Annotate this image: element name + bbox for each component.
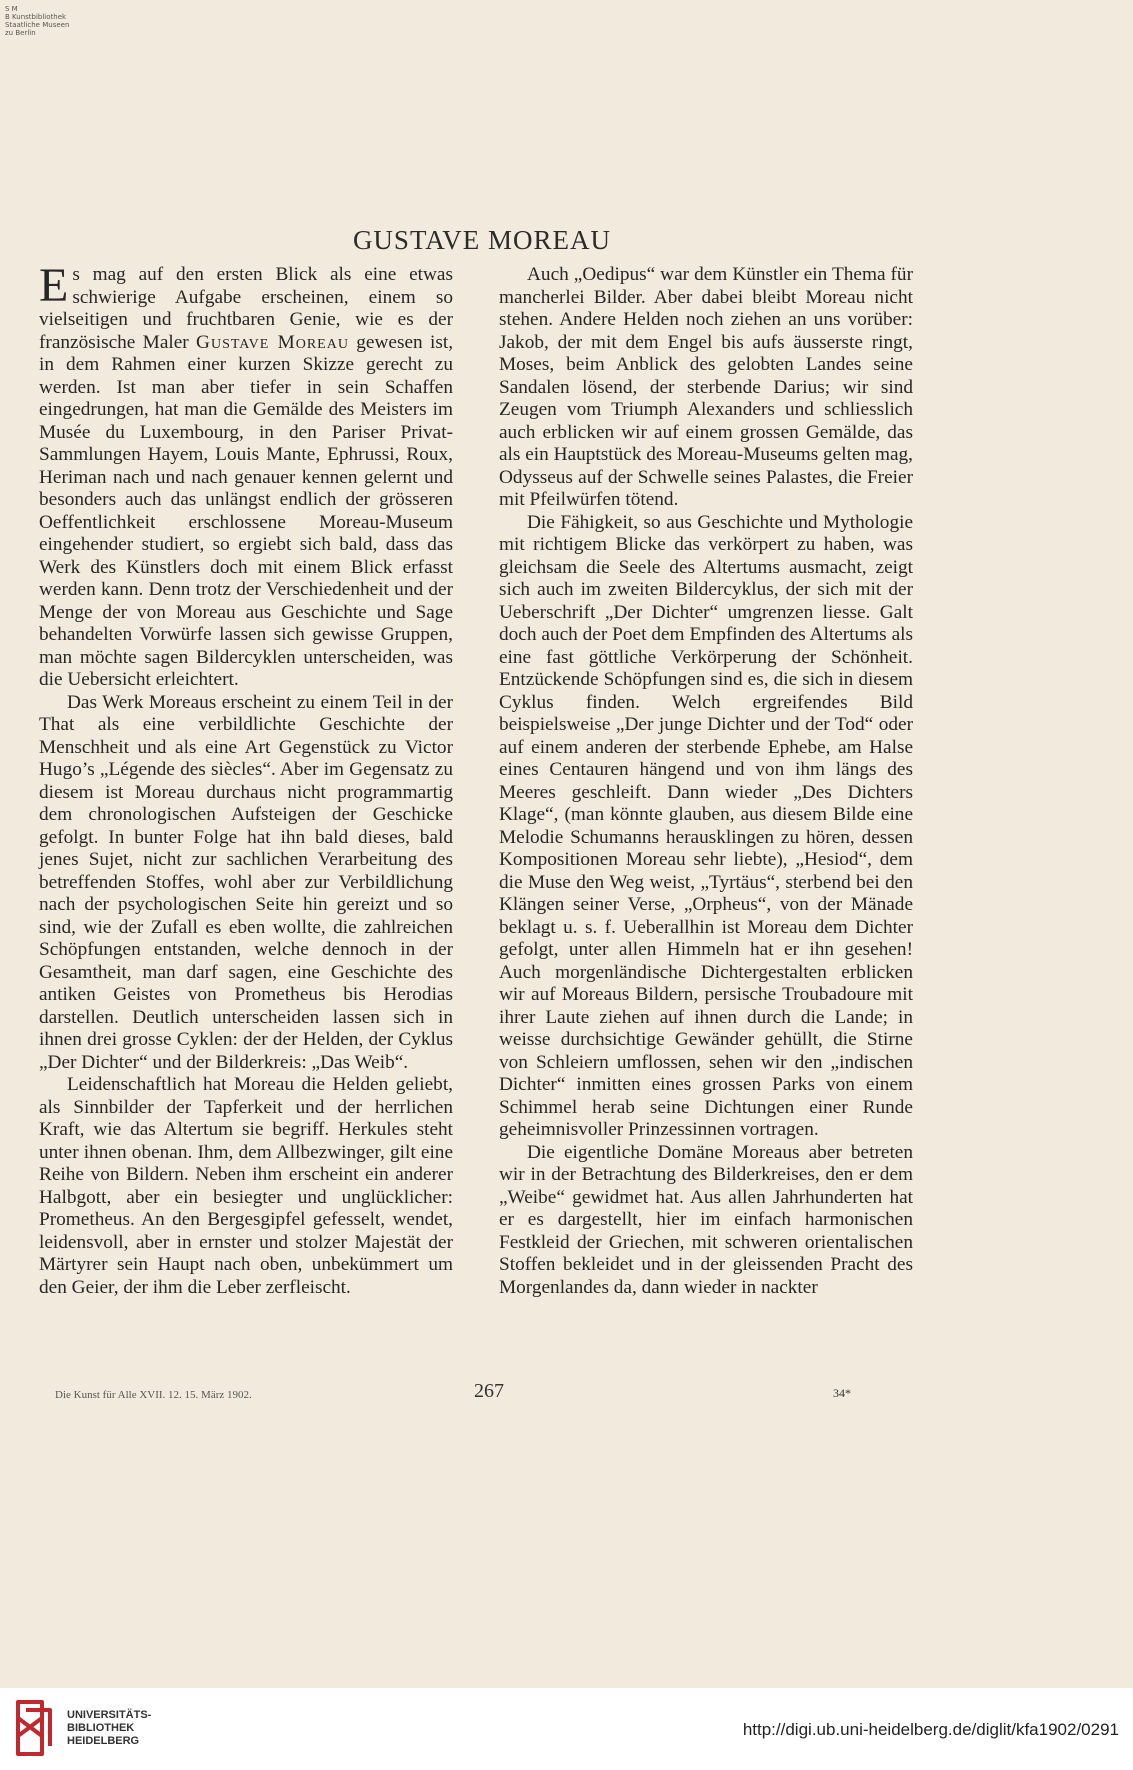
source-url-link[interactable]: http://digi.ub.uni-heidelberg.de/diglit/kfa1902/0291 [742,1720,1119,1739]
paragraph: Leidenschaftlich hat Moreau die Helden geliebt, als Sinnbilder der Tapferkeit und der herrlichen Kraft, wie das Altertum sie begriff. Herkules steht unter ihnen obenan. Ihm, dem Allbezwinger, gilt eine Reihe von Bildern. Neben ihm erscheint ein anderer Halbgott, aber ein besiegter und unglücklicher: Prometheus. An den Bergesgipfel gefesselt, wendet, leidensvoll, aber in ernster und stolzer Majestät der Märtyrer sein Haupt nach oben, unbekümmert um den Geier, der ihm die Leber zerfleischt. [39,1074,453,1298]
paragraph: Auch „Oedipus“ war dem Künstler ein Thema für mancherlei Bilder. Aber dabei bleibt Moreau nicht stehen. Andere Helden noch ziehen an uns vorüber: Jakob, der mit dem Engel bis aufs äusserste ringt, Moses, beim Anblick des gelobten Landes seine Sandalen lösend, der sterbende Darius; wir sind Zeugen vom Triumph Alexanders und schliesslich auch erblicken wir auf einem grossen Gemälde, das als ein Hauptstück des Moreau-Museums gelten mag, Odysseus auf der Schwelle seines Palastes, die Freier mit Pfeilwürfen tötend. [499,264,913,510]
library-name [67,1709,151,1748]
stamp-line: Staatliche Museen [5,21,70,29]
artist-name: Gustave Moreau [196,331,349,353]
library-name-line: UNIVERSITÄTS- [67,1709,152,1721]
stamp-line: S M [5,5,18,13]
left-column [39,259,454,1299]
paragraph: Die eigentliche Domäne Moreaus aber betreten wir in der Betrachtung des Bilderkreises, den er dem „Weibe“ gewidmet hat. Aus allen Jahrhunderten hat er es dargestellt, hier im einfach harmonischen Festkleid der Griechen, mit schweren orientalischen Stoffen bekleidet und in der gleissenden Pracht des Morgenlandes da, dann wieder in nackter [499,1141,913,1298]
paragraph-text: s mag auf den ersten Blick als eine etwas schwierige Aufgabe erscheinen, einem so vielseitigen und fruchtbaren Genie, wie es der französische Maler [39,264,453,353]
publication-info: Die Kunst für Alle XVII. 12. 15. März 1902. [55,1389,252,1401]
drop-cap: E [39,259,69,312]
paragraph-text: gewesen ist, in dem Rahmen einer kurzen Skizze gerecht zu werden. Ist man aber tiefer in sein Schaffen eingedrungen, hat man die Gemälde des Meisters im Musée du Luxembourg, in den Pariser Privat-Sammlungen Hayem, Louis Mante, Ephrussi, Roux, Heriman nach und nach genauer kennen gelernt und besonders auch das unlängst endlich der grösseren Oeffentlichkeit erschlossene Moreau-Museum eingehender studiert, so ergiebt sich bald, dass das Werk des Künstlers doch mit einem Blick erfasst werden kann. Denn trotz der Verschiedenheit und der Menge der von Moreau aus Geschichte und Sage behandelten Vorwürfe lassen sich gewisse Gruppen, man möchte sagen Bildercyklen unterscheiden, was die Uebersicht erleichtert. [39,331,454,690]
signature-mark: 34* [833,1386,851,1400]
library-name-line: BIBLIOTHEK [67,1722,135,1734]
stamp-line: B Kunstbibliothek [5,13,67,21]
stamp-line: zu Berlin [5,29,36,37]
paragraph: Die Fähigkeit, so aus Geschichte und Mythologie mit richtigem Blicke das verkörpert zu haben, was gleichsam die Seele des Altertums ausmacht, zeigt sich auch im zweiten Bildercyklus, der sich mit der Ueberschrift „Der Dichter“ umgrenzen liesse. Galt doch auch der Poet dem Empfinden des Altertums als eine fast göttliche Verkörperung der Schönheit. Entzückende Schöpfungen sind es, die sich in diesem Cyklus finden. Welch ergreifendes Bild beispielsweise „Der junge Dichter und der Tod“ oder auf einem anderen der sterbende Ephebe, am Halse eines Centauren hängend und von ihm längs des Meeres geschleift. Dann wieder „Des Dichters Klage“, (man könnte glauben, aus diesem Bilde eine Melodie Schumanns herausklingen zu hören, dessen Kompositionen Moreau sehr liebte), „Hesiod“, dem die Muse den Weg weist, „Tyrtäus“, sterbend bei den Klängen seiner Verse, „Orpheus“, von der Mänade beklagt u. s. f. Ueberallhin ist Moreau dem Dichter gefolgt, unter allen Himmeln hat er ihn gesehen! Auch morgenländische Dichtergestalten erblicken wir auf Moreaus Bildern, persische Troubadoure mit ihrer Laute ziehen auf ihnen durch die Lande; in weisse durchsichtige Gewänder gehüllt, die Stirne von Schleiern umflossen, sehen wir den „indischen Dichter“ inmitten eines grossen Parks von einem Schimmel herab seine Dichtungen einer Runde geheimnisvoller Prinzessinnen vortragen. [499,511,913,1140]
library-footer-bar [0,1688,1133,1770]
right-column [499,264,913,1299]
page-number: 267 [474,1380,504,1402]
university-library-logo-icon [12,1696,58,1760]
library-stamp [5,5,69,37]
article-title: GUSTAVE MOREAU [352,225,612,256]
paragraph: Das Werk Moreaus erscheint zu einem Teil in der That als eine verbildlichte Geschichte der Menschheit und als eine Art Gegenstück zu Victor Hugo’s „Légende des siècles“. Aber im Gegensatz zu diesem ist Moreau durchaus nicht programmartig dem chronologischen Aufsteigen der Geschicke gefolgt. In bunter Folge hat ihn bald dieses, bald jenes Sujet, nicht zur sachlichen Verarbeitung des betreffenden Stoffes, wohl aber zur Verbildlichung nach der psychologischen Seite hin gereizt und so sind, wie der Zufall es eben wollte, die zahlreichen Schöpfungen entstanden, welche dennoch in der Gesamtheit, man darf sagen, eine Geschichte des antiken Geistes von Prometheus bis Herodias darstellen. Deutlich unterscheiden lassen sich in ihnen drei grosse Cyklen: der der Helden, der Cyklus „Der Dichter“ und der Bilderkreis: „Das Weib“. [39,691,453,1073]
library-name-line: HEIDELBERG [67,1735,140,1747]
paragraph [39,259,454,692]
